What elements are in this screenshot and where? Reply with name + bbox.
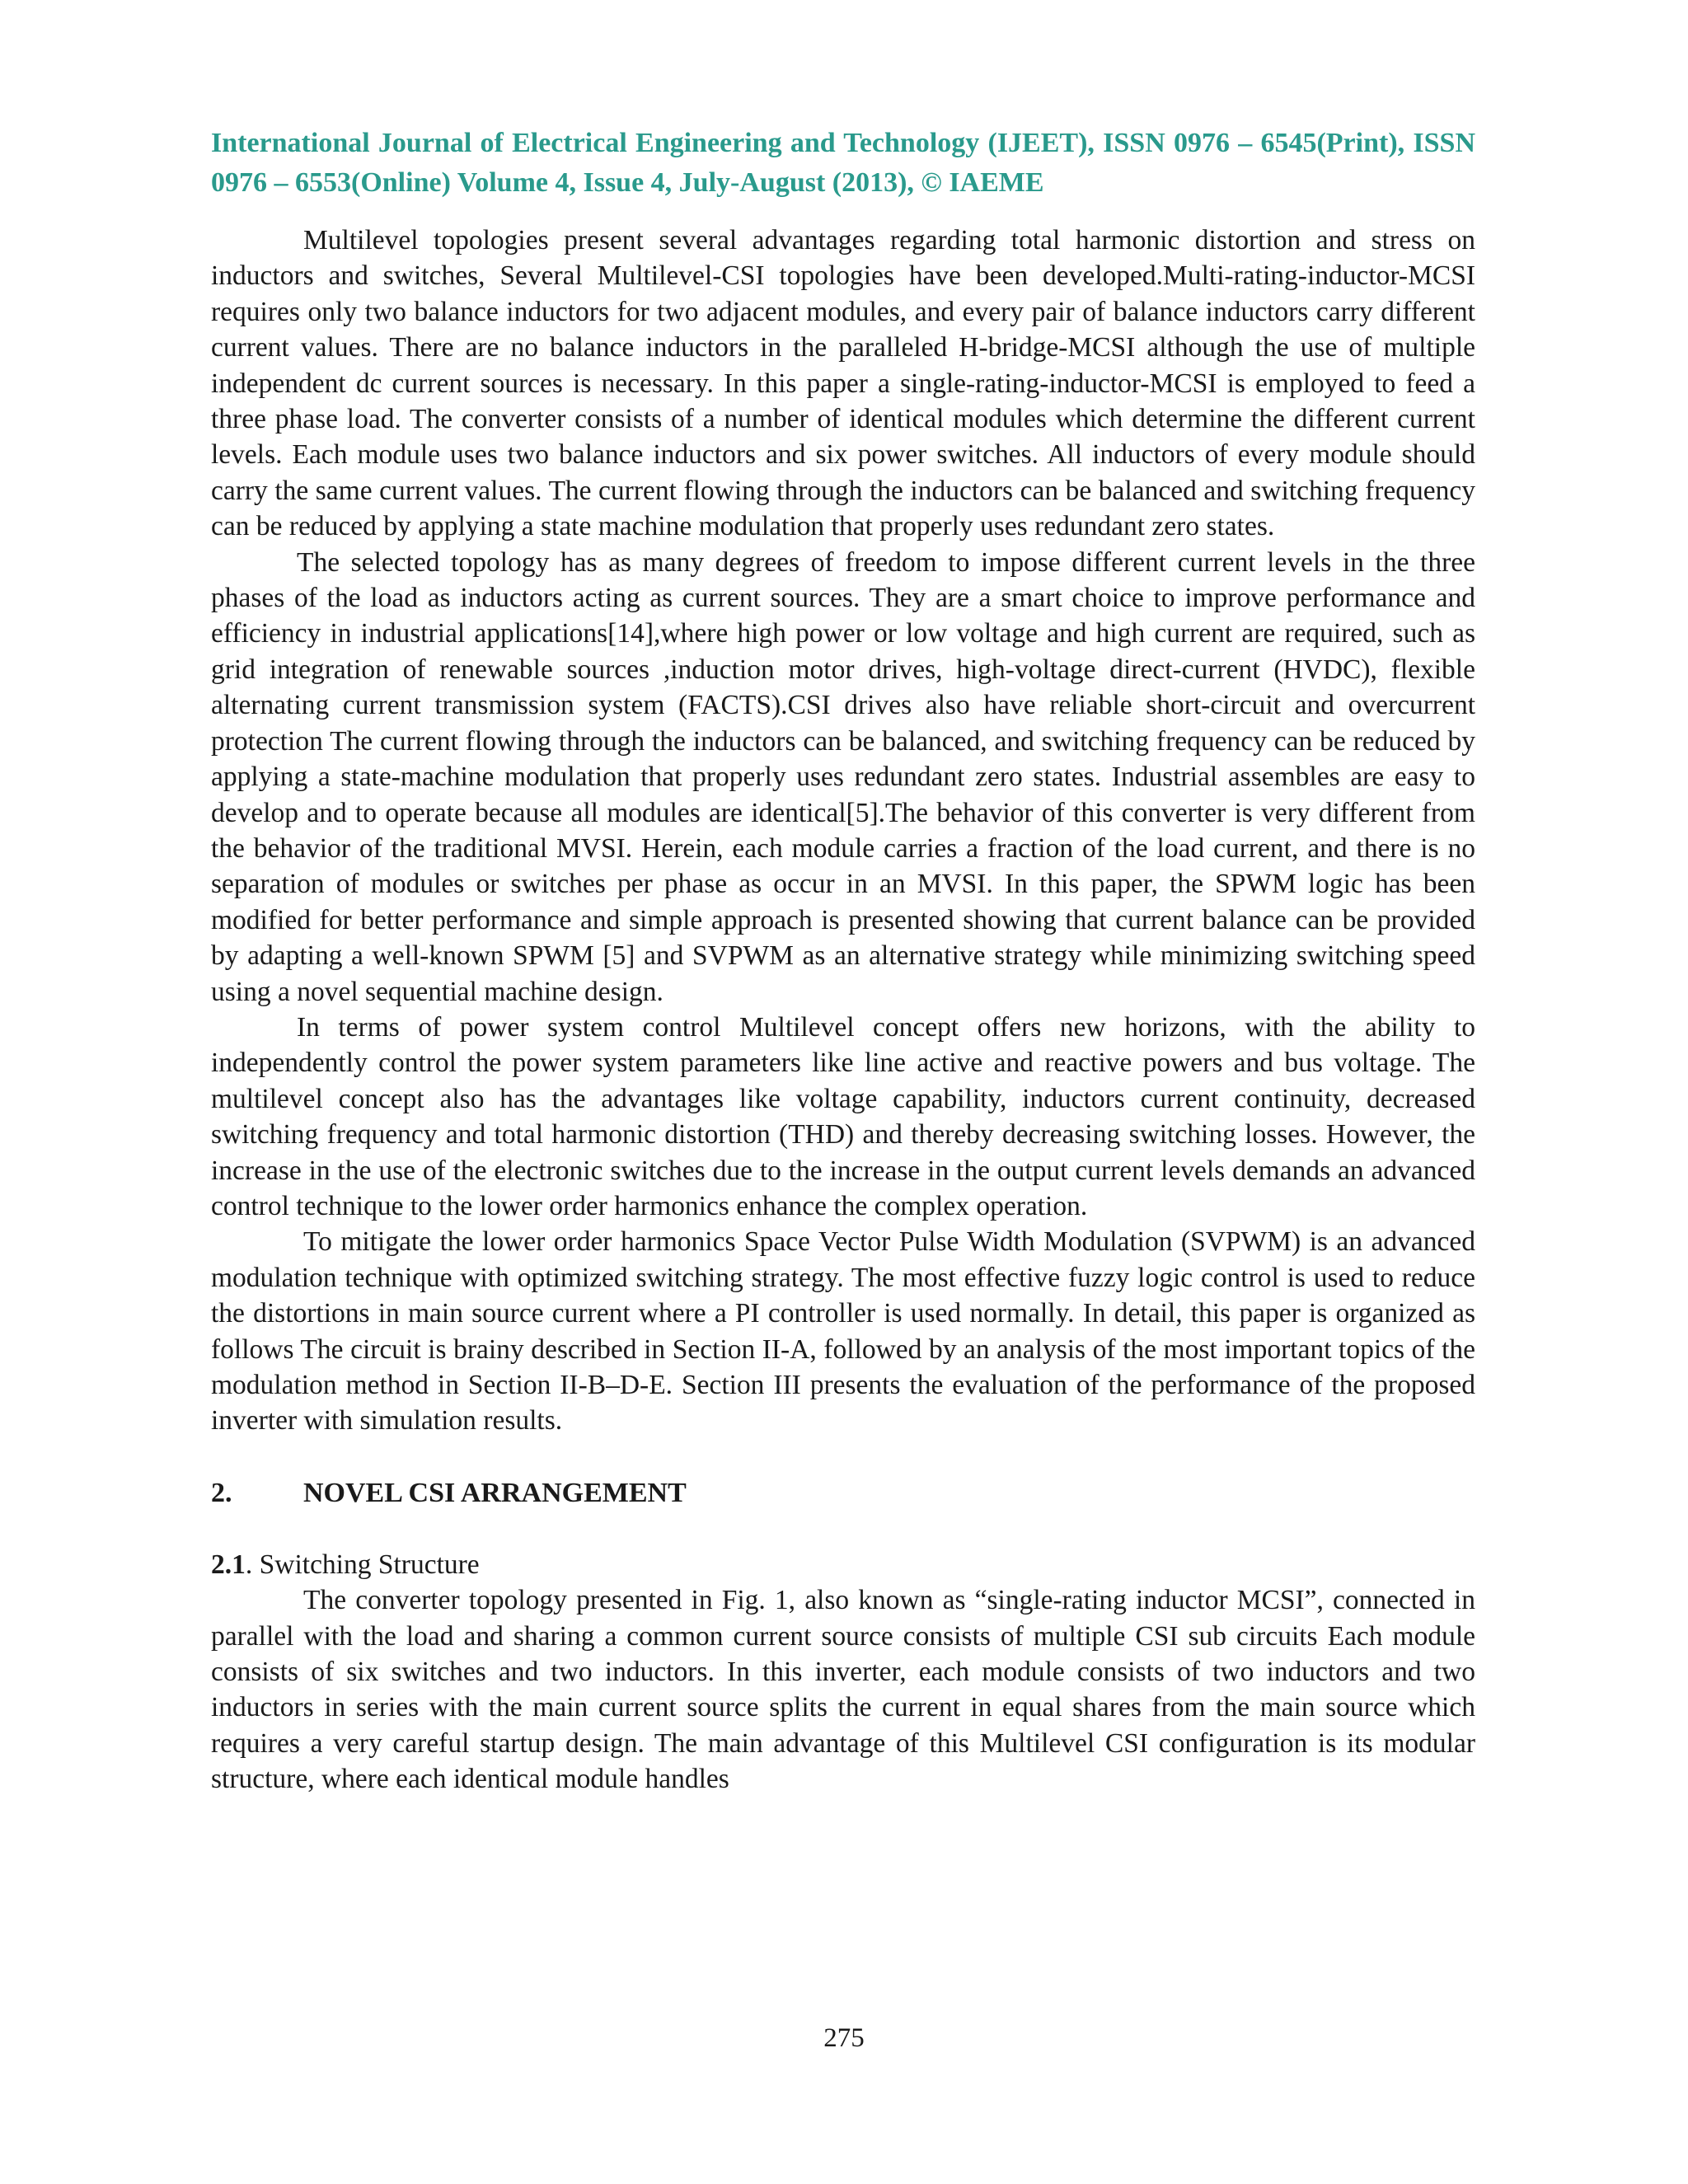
page-number: 275 <box>823 2023 865 2053</box>
body-paragraph-1: Multilevel topologies present several advantages regarding total harmonic distortion and stress on inductors and switches, Several Multilevel-CSI topologies have been developed.Multi-rating-inductor-MCSI requires only two balance inductors for two adjacent modules, and every pair of balance inductors carry different current values. There are no balance inductors in the paralleled H-bridge-MCSI although the use of multiple independent dc current sources is necessary. In this paper a single-rating-inductor-MCSI is employed to feed a three phase load. The converter consists of a number of identical modules which determine the different current levels. Each module uses two balance inductors and six power switches. All inductors of every module should carry the same current values. The current flowing through the inductors can be balanced and switching frequency can be reduced by applying a state machine modulation that properly uses redundant zero states. <box>211 225 1475 542</box>
section-title: NOVEL CSI ARRANGEMENT <box>303 1477 687 1508</box>
journal-header: International Journal of Electrical Engineering and Technology (IJEET), ISSN 0976 – 6545(Print), ISSN 0976 – 6553(Online) Volume 4, Issue 4, July-August (2013), © IAEME <box>211 128 1475 198</box>
paper-page <box>211 124 1475 1797</box>
body-paragraph-3: In terms of power system control Multilevel concept offers new horizons, with the ability to independently control the power system parameters like line active and reactive powers and bus voltage. The multilevel concept also has the advantages like voltage capability, inductors current continuity, decreased switching frequency and total harmonic distortion (THD) and thereby decreasing switching losses. However, the increase in the use of the electronic switches due to the increase in the output current levels demands an advanced control technique to the lower order harmonics enhance the complex operation. <box>211 1011 1475 1221</box>
subsection-number: 2.1 <box>211 1549 246 1580</box>
body-paragraph-4: To mitigate the lower order harmonics Space Vector Pulse Width Modulation (SVPWM) is an advanced modulation technique with optimized switching strategy. The most effective fuzzy logic control is used to reduce the distortions in main source current where a PI controller is used normally. In detail, this paper is organized as follows The circuit is brainy described in Section II-A, followed by an analysis of the most important topics of the modulation method in Section II-B–D-E. Section III presents the evaluation of the performance of the proposed inverter with simulation results. <box>211 1226 1475 1436</box>
section-number: 2. <box>211 1477 232 1508</box>
subsection-title: . Switching Structure <box>245 1549 480 1580</box>
section-paragraph: The converter topology presented in Fig. 1, also known as “single-rating inductor MCSI”, connected in parallel with the load and sharing a common current source consists of multiple CSI sub circuits Each module consists of six switches and two inductors. In this inverter, each module consists of two inductors and two inductors in series with the main current source splits the current in equal shares from the main source which requires a very careful startup design. The main advantage of this Multilevel CSI configuration is its modular structure, where each identical module handles <box>211 1585 1475 1795</box>
subsection-heading <box>211 1547 1475 1582</box>
section-heading <box>211 1475 1475 1511</box>
body-paragraph-2: The selected topology has as many degrees of freedom to impose different current levels in the three phases of the load as inductors acting as current sources. They are a smart choice to improve performance and efficiency in industrial applications[14],where high power or low voltage and high current are required, such as grid integration of renewable sources ,induction motor drives, high-voltage direct-current (HVDC), flexible alternating current transmission system (FACTS).CSI drives also have reliable short-circuit and overcurrent protection The current flowing through the inductors can be balanced, and switching frequency can be reduced by applying a state-machine modulation that properly uses redundant zero states. Industrial assembles are easy to develop and to operate because all modules are identical[5].The behavior of this converter is very different from the behavior of the traditional MVSI. Herein, each module carries a fraction of the load current, and there is no separation of modules or switches per phase as occur in an MVSI. In this paper, the SPWM logic has been modified for better performance and simple approach is presented showing that current balance can be provided by adapting a well-known SPWM [5] and SVPWM as an alternative strategy while minimizing switching speed using a novel sequential machine design. <box>211 546 1475 1007</box>
